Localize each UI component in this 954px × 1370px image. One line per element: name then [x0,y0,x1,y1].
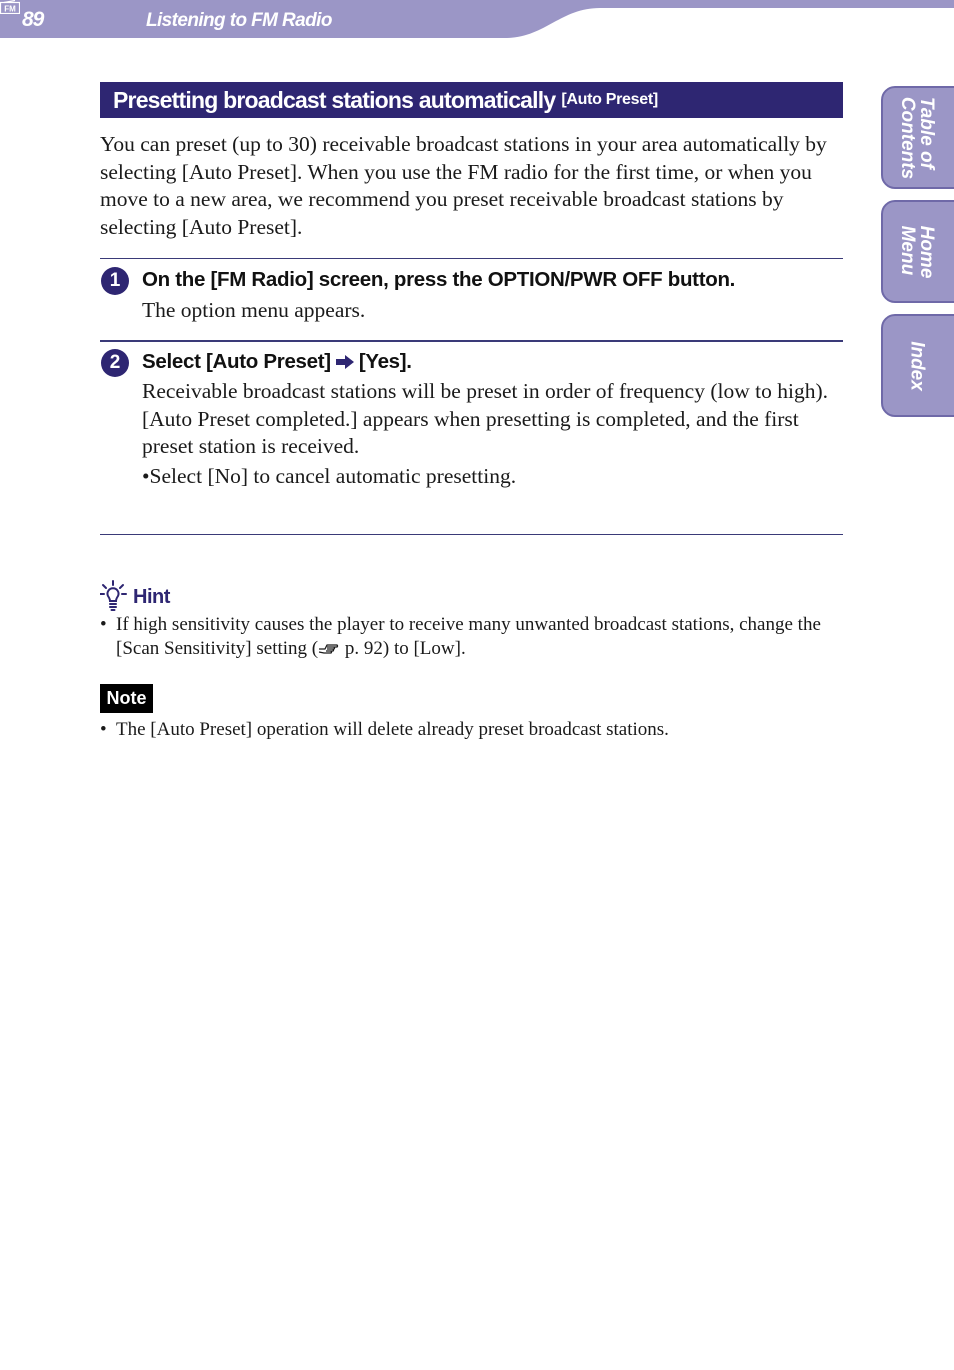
side-tab-label: Home Menu [897,225,937,278]
step-2-title-b: [Yes]. [358,350,412,373]
side-tab-label: Index [906,340,928,391]
step-2-title [142,350,842,374]
divider [100,258,843,259]
hint-text-a: If high sensitivity causes the player to receive many unwanted broadcast stations, change the [Scan Sensitivity] setting ( [116,614,821,659]
step-number-2: 2 [101,349,129,377]
side-tab-table-of-contents[interactable] [881,86,954,189]
note-text-content: The [Auto Preset] operation will delete already preset broadcast stations. [116,719,669,740]
bullet-icon: • [142,463,150,488]
arrow-right-icon [335,354,355,370]
step-2-body-1: Receivable broadcast stations will be preset in order of frequency (low to high). [142,379,828,403]
header-band [0,0,954,40]
fm-radio-icon [0,0,20,14]
step-1-body: The option menu appears. [142,298,366,322]
section-title [100,82,843,118]
bullet-icon: • [100,614,107,635]
section-title-main: Presetting broadcast stations automatically [113,86,556,113]
bullet-icon: • [100,719,107,740]
hint-text [100,613,845,661]
step-2-bullet-item [142,463,842,491]
lightbulb-icon [100,580,128,612]
step-number-1: 1 [101,267,129,295]
intro-paragraph: You can preset (up to 30) receivable broadcast stations in your area automatically by selecting [Auto Preset]. When you use the FM radio for the first time, or when you move to a new area, we recommend you preset receivable broadcast stations by selecting [Auto Preset]. [100,132,827,239]
section-title-sub: [Auto Preset] [561,91,658,108]
note-label: Note [100,684,153,713]
side-tab-home-menu[interactable] [881,200,954,303]
step-2-bullet-text: Select [No] to cancel automatic presetting. [149,463,517,488]
side-tab-index[interactable] [881,314,954,417]
step-2-body-2: [Auto Preset completed.] appears when presetting is completed, and the first preset station is received. [142,406,799,458]
step-1-title: On the [FM Radio] screen, press the OPTION/PWR OFF button. [142,268,736,291]
step-2-body [142,378,842,490]
page-header [0,0,954,40]
divider [100,534,843,535]
hint-text-b: p. 92) to [Low]. [340,638,466,659]
svg-text:FM: FM [4,4,16,14]
header-title: Listening to FM Radio [146,10,332,31]
note-text [100,718,845,742]
hint-label: Hint [133,586,170,608]
pointing-hand-icon[interactable] [318,640,340,656]
step-2-title-a: Select [Auto Preset] [142,350,331,373]
side-tab-label: Table of Contents [897,96,937,179]
divider [100,340,843,342]
page-number: 89 [22,8,44,31]
